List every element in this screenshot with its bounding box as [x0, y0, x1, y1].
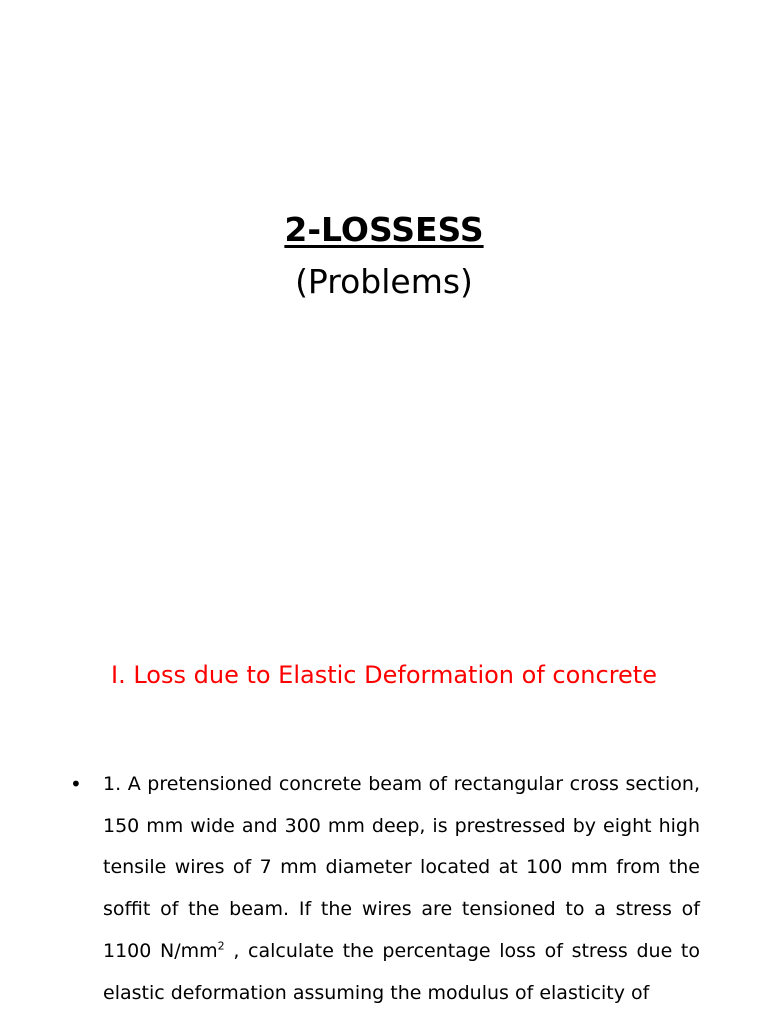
- problem-item: [70, 764, 700, 1014]
- slide-subtitle: (Problems): [295, 262, 473, 301]
- title-block: [0, 208, 768, 304]
- problem-text: 1. A pretensioned concrete beam of rectangular cross section, 150 mm wide and 300 mm deep, is prestressed by eight high tensile wires of 7 mm diameter located at 100 mm from the soffit of the beam. If the wires are tensioned to a stress of 1100 N/mm: [103, 773, 700, 962]
- unit-exponent: 2: [217, 939, 225, 953]
- problem-text-continued: , calculate the percentage loss of stress due to elastic deformation assuming the modulus of elasticity of: [103, 939, 700, 1004]
- problem-list: [70, 764, 700, 1014]
- bullet-icon: •: [70, 772, 82, 796]
- section-heading: I. Loss due to Elastic Deformation of concrete: [111, 661, 657, 689]
- slide-title: 2-LOSSESS: [284, 210, 484, 249]
